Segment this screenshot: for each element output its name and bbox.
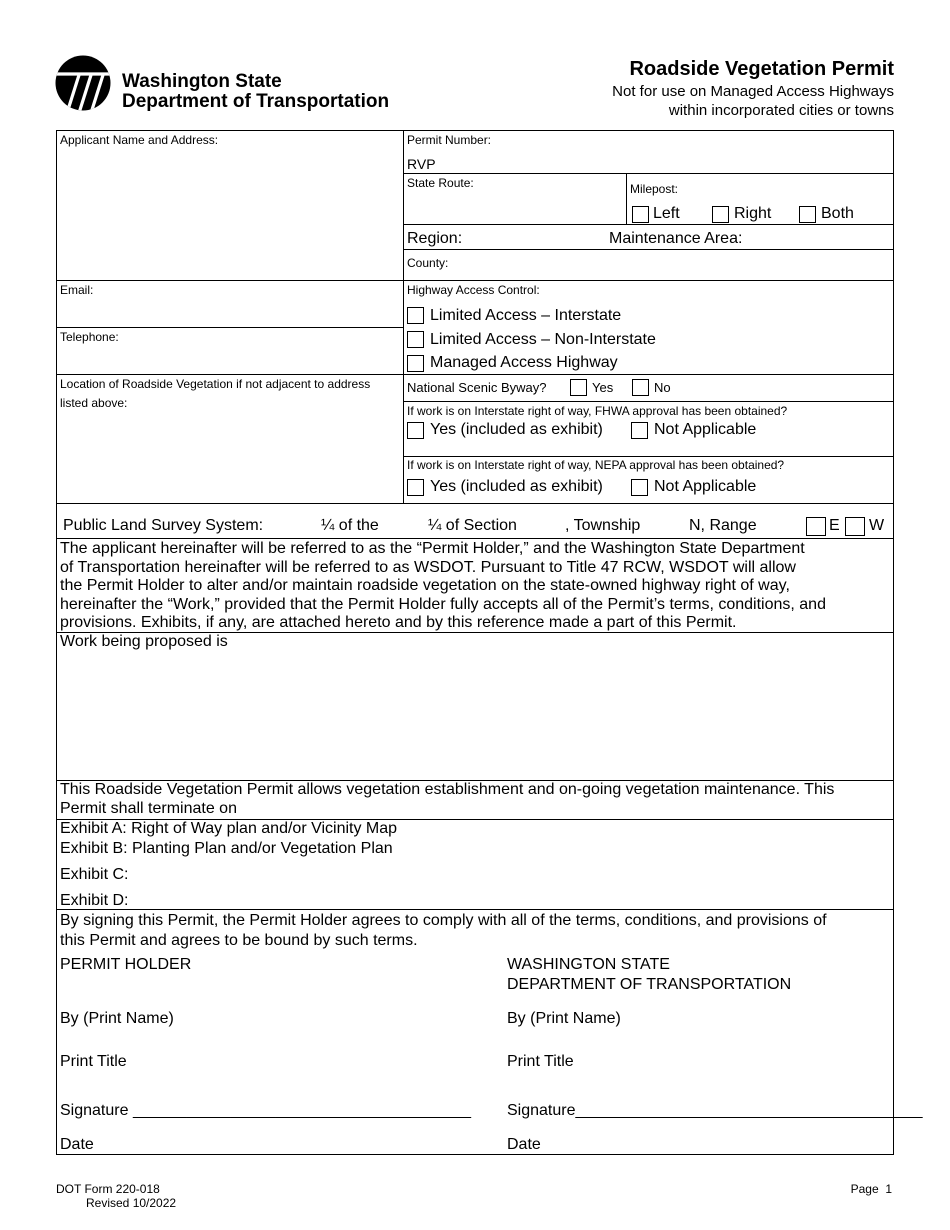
subtitle-line2: within incorporated cities or towns <box>668 102 894 119</box>
survey-quarter-of-the: ¼ of the <box>321 517 379 534</box>
nepa-na-label: Not Applicable <box>654 478 757 495</box>
permit-allows-line1: This Roadside Vegetation Permit allows vegetation establishment and on-going vegetation maintenance. This <box>60 781 835 798</box>
exhibit-a: Exhibit A: Right of Way plan and/or Vicinity Map <box>60 820 398 837</box>
intro-line: provisions. Exhibits, if any, are attached hereto and by this reference made a part of this Permit. <box>60 614 737 631</box>
survey-e-checkbox[interactable] <box>806 517 826 536</box>
work-proposed-label: Work being proposed is <box>60 633 228 650</box>
fhwa-yes-checkbox[interactable] <box>407 422 424 439</box>
county-label: County: <box>407 256 449 270</box>
wsdot-heading-line2: DEPARTMENT OF TRANSPORTATION <box>507 976 792 993</box>
fhwa-na-label: Not Applicable <box>654 421 757 438</box>
holder-date: Date <box>60 1136 94 1153</box>
telephone-field[interactable] <box>57 345 402 373</box>
region-label: Region: <box>407 230 463 247</box>
wsdot-logo-icon <box>55 55 111 111</box>
intro-paragraph <box>60 540 826 633</box>
scenic-yes-label: Yes <box>592 380 614 395</box>
signing-line1: By signing this Permit, the Permit Holder agrees to comply with all of the terms, conditions, and provisions of <box>60 912 827 929</box>
revised-date: Revised 10/2022 <box>86 1196 177 1210</box>
location-label-line1: Location of Roadside Vegetation if not adjacent to address <box>60 377 371 391</box>
left-label: Left <box>653 205 680 222</box>
email-label: Email: <box>60 283 94 297</box>
survey-section-field[interactable] <box>524 510 564 534</box>
survey-e-label: E <box>829 517 840 534</box>
email-field[interactable] <box>57 298 402 326</box>
wsdot-date: Date <box>507 1136 541 1153</box>
holder-print-name-field[interactable] <box>185 1006 485 1028</box>
state-route-field[interactable] <box>404 190 625 223</box>
scenic-no-checkbox[interactable] <box>632 379 649 396</box>
maintenance-area-label: Maintenance Area: <box>609 230 743 247</box>
right-checkbox[interactable] <box>712 206 729 223</box>
managed-access-label: Managed Access Highway <box>430 354 618 371</box>
wsdot-heading-line1: WASHINGTON STATE <box>507 956 670 973</box>
left-checkbox[interactable] <box>632 206 649 223</box>
nepa-yes-checkbox[interactable] <box>407 479 424 496</box>
applicant-field[interactable] <box>57 150 402 279</box>
fhwa-na-checkbox[interactable] <box>631 422 648 439</box>
survey-w-label: W <box>869 517 885 534</box>
survey-n-range: N, Range <box>689 517 757 534</box>
survey-township-field[interactable] <box>645 510 685 534</box>
holder-date-field[interactable] <box>100 1132 400 1153</box>
scenic-byway-label: National Scenic Byway? <box>407 380 547 395</box>
holder-title-field[interactable] <box>140 1049 485 1071</box>
termination-date-field[interactable] <box>255 799 555 818</box>
subtitle-line1: Not for use on Managed Access Highways <box>612 83 894 100</box>
limited-access-interstate-checkbox[interactable] <box>407 307 424 324</box>
survey-label: Public Land Survey System: <box>63 517 264 534</box>
permit-holder-heading: PERMIT HOLDER <box>60 956 192 973</box>
fhwa-label: If work is on Interstate right of way, FHWA approval has been obtained? <box>407 404 788 418</box>
survey-quarter-field[interactable] <box>278 510 318 534</box>
wsdot-print-name-field[interactable] <box>632 1006 887 1028</box>
nepa-label: If work is on Interstate right of way, NEPA approval has been obtained? <box>407 458 785 472</box>
region-field[interactable] <box>470 226 605 248</box>
wsdot-signature: Signature_______________________________________ <box>507 1102 923 1119</box>
both-label: Both <box>821 205 854 222</box>
intro-line: of Transportation hereinafter will be referred to as WSDOT. Pursuant to Title 47 RCW, WSDOT will allow <box>60 558 796 576</box>
location-field[interactable] <box>57 412 402 502</box>
page-number: Page 1 <box>850 1182 892 1196</box>
holder-print-title: Print Title <box>60 1053 127 1070</box>
exhibit-d: Exhibit D: <box>60 892 129 909</box>
form-number: DOT Form 220-018 <box>56 1182 160 1196</box>
holder-by-print-name: By (Print Name) <box>60 1010 174 1027</box>
permit-number-label: Permit Number: <box>407 133 492 147</box>
nepa-yes-label: Yes (included as exhibit) <box>430 478 603 495</box>
survey-quarter-of-section: ¼ of Section <box>428 517 517 534</box>
fhwa-yes-label: Yes (included as exhibit) <box>430 421 603 438</box>
wsdot-date-field[interactable] <box>547 1132 847 1153</box>
milepost-label: Milepost: <box>630 182 679 196</box>
signing-line2: this Permit and agrees to be bound by such terms. <box>60 932 418 949</box>
maintenance-area-field[interactable] <box>755 226 890 248</box>
holder-signature: Signature ______________________________________ <box>60 1102 472 1119</box>
org-name-line1: Washington State <box>122 71 282 92</box>
permit-prefix: RVP <box>407 156 436 172</box>
page-title: Roadside Vegetation Permit <box>629 58 894 80</box>
limited-access-non-interstate-checkbox[interactable] <box>407 331 424 348</box>
survey-w-checkbox[interactable] <box>845 517 865 536</box>
scenic-no-label: No <box>654 380 671 395</box>
intro-line: The applicant hereinafter will be referred to as the “Permit Holder,” and the Washington State Department <box>60 540 805 557</box>
permit-allows-line2: Permit shall terminate on <box>60 800 237 817</box>
scenic-yes-checkbox[interactable] <box>570 379 587 396</box>
exhibit-c-field[interactable] <box>140 864 540 884</box>
telephone-label: Telephone: <box>60 330 119 344</box>
survey-range-field[interactable] <box>762 510 802 534</box>
nepa-na-checkbox[interactable] <box>631 479 648 496</box>
wsdot-print-title: Print Title <box>507 1053 574 1070</box>
applicant-label: Applicant Name and Address: <box>60 133 219 147</box>
wsdot-by-print-name: By (Print Name) <box>507 1010 621 1027</box>
location-label-line2: listed above: <box>60 396 128 410</box>
exhibit-b: Exhibit B: Planting Plan and/or Vegetation Plan <box>60 840 393 857</box>
state-route-label: State Route: <box>407 176 474 190</box>
survey-quarter2-field[interactable] <box>385 510 425 534</box>
county-field[interactable] <box>455 251 890 279</box>
right-label: Right <box>734 205 772 222</box>
survey-township: , Township <box>565 517 641 534</box>
work-proposed-field[interactable] <box>57 652 893 778</box>
limited-access-interstate-label: Limited Access – Interstate <box>430 307 622 324</box>
intro-line: hereinafter the “Work,” provided that the Permit Holder fully accepts all of the Permit’s terms, conditions, and <box>60 595 826 613</box>
highway-access-label: Highway Access Control: <box>407 283 540 297</box>
permit-number-field[interactable] <box>440 152 890 172</box>
limited-access-non-interstate-label: Limited Access – Non-Interstate <box>430 331 656 348</box>
managed-access-checkbox[interactable] <box>407 355 424 372</box>
intro-line: the Permit Holder to alter and/or maintain roadside vegetation on the state-owned highway right of way, <box>60 577 790 594</box>
exhibit-d-field[interactable] <box>140 889 540 908</box>
exhibit-c: Exhibit C: <box>60 866 129 883</box>
org-name-line2: Department of Transportation <box>122 91 390 112</box>
both-checkbox[interactable] <box>799 206 816 223</box>
wsdot-title-field[interactable] <box>587 1049 887 1071</box>
